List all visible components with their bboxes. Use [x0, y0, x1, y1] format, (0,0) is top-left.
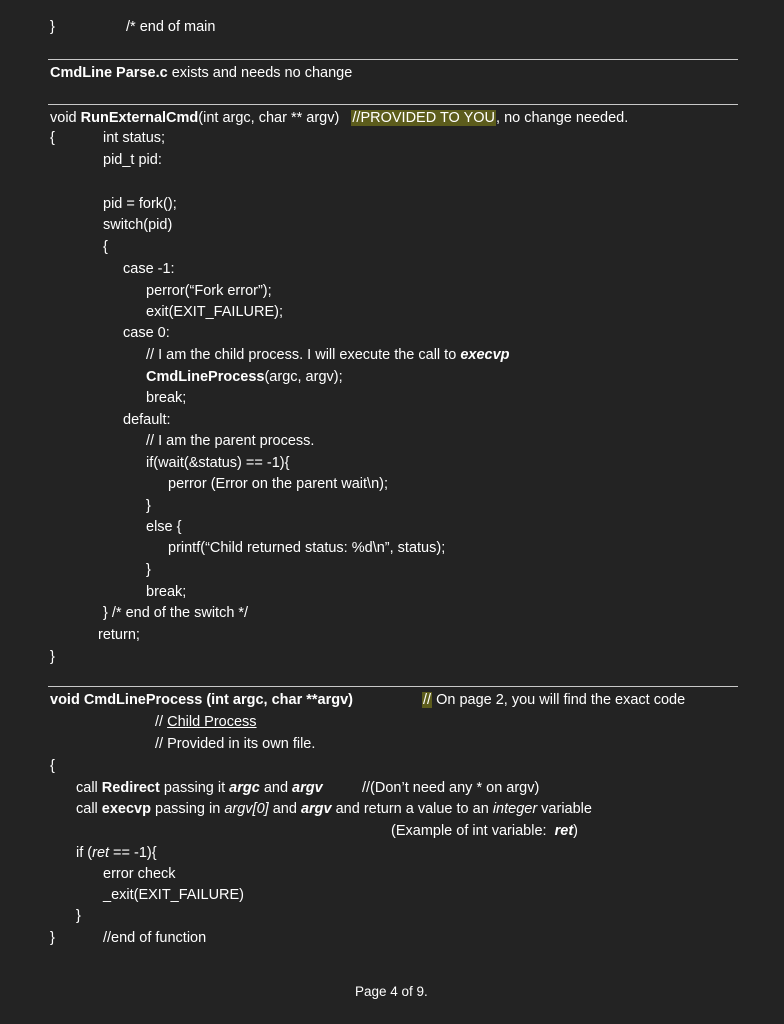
integer-italic: integer	[492, 801, 538, 817]
argv0-italic: argv[0]	[224, 801, 269, 817]
example-suffix: )	[573, 823, 578, 839]
decl-status: int status;	[103, 130, 166, 146]
child-comment	[146, 345, 510, 365]
if-ret-line	[76, 843, 157, 863]
return-statement: return;	[98, 627, 140, 643]
case-neg1: case -1:	[123, 261, 175, 277]
if-wait: if(wait(&status) == -1){	[146, 455, 290, 471]
divider	[48, 104, 738, 105]
page2-note-slashes: //	[423, 692, 432, 708]
cmdline-process-sig-text: void CmdLineProcess (int argc, char **argv)	[50, 692, 353, 708]
end-of-function-comment: //end of function	[103, 930, 207, 946]
redirect-mid: passing it	[159, 780, 230, 796]
and-word: and	[259, 780, 293, 796]
cmdline-process-signature	[50, 690, 353, 710]
cmdline-process-call	[146, 367, 343, 387]
child-process-comment	[155, 712, 257, 732]
provided-note-highlight: //PROVIDED TO YOU	[352, 110, 496, 126]
call-execvp-line	[76, 799, 592, 819]
end-switch-comment: } /* end of the switch */	[103, 605, 249, 621]
example-ret: ret	[554, 823, 574, 839]
break-statement: break;	[146, 390, 187, 406]
decl-pid: pid_t pid:	[103, 152, 162, 168]
perror-parent: perror (Error on the parent wait\n);	[168, 476, 389, 492]
call-word: call	[76, 780, 102, 796]
page-number: Page 4 of 9.	[355, 984, 428, 999]
call-word: call	[76, 801, 102, 817]
exit-failure: exit(EXIT_FAILURE);	[146, 304, 283, 320]
redirect-note: //(Don’t need any * on argv)	[362, 780, 540, 796]
switch-line: switch(pid)	[103, 217, 173, 233]
cmdline-parse-rest: exists and needs no change	[167, 65, 353, 81]
close-else: }	[146, 562, 151, 578]
else-open: else {	[146, 519, 182, 535]
printf-child: printf(“Child returned status: %d\n”, status);	[168, 540, 446, 556]
cmdline-parse-filename: CmdLine Parse.c	[50, 65, 168, 81]
if-ret-italic: ret	[92, 845, 110, 861]
if-prefix: if (	[76, 845, 93, 861]
switch-open: {	[103, 239, 108, 255]
example-note	[391, 821, 578, 841]
error-check: error check	[103, 866, 176, 882]
provided-rest: , no change needed.	[496, 110, 629, 126]
close-if: }	[146, 498, 151, 514]
argv-italic: argv	[292, 780, 323, 796]
close-brace-func: }	[50, 649, 55, 665]
run-external-signature	[50, 108, 628, 128]
divider	[48, 59, 738, 60]
func-name-run-external: RunExternalCmd	[80, 110, 199, 126]
open-brace: {	[50, 130, 55, 146]
cmdline-process-args: (argc, argv);	[264, 369, 343, 385]
child-comment-execvp: execvp	[460, 347, 510, 363]
execvp-mid: passing in	[150, 801, 225, 817]
break-statement: break;	[146, 584, 187, 600]
cmdline-parse-note	[50, 63, 352, 83]
exit-call: _exit(EXIT_FAILURE)	[103, 887, 245, 903]
parent-comment: // I am the parent process.	[146, 433, 315, 449]
comment-slashes: //	[155, 714, 168, 730]
if-suffix: == -1){	[109, 845, 157, 861]
close-if: }	[76, 908, 81, 924]
argc-italic: argc	[229, 780, 260, 796]
execvp-tail: and return a value to an	[331, 801, 493, 817]
close-brace-main: }	[50, 19, 55, 35]
divider	[48, 686, 738, 687]
perror-fork: perror(“Fork error”);	[146, 283, 272, 299]
redirect-name: Redirect	[101, 780, 160, 796]
end-of-main-comment: /* end of main	[126, 19, 216, 35]
cmdline-process-name: CmdLineProcess	[146, 369, 265, 385]
variable-word: variable	[537, 801, 592, 817]
example-prefix: (Example of int variable:	[391, 823, 555, 839]
provided-comment: // Provided in its own file.	[155, 736, 316, 752]
fork-call: pid = fork();	[103, 196, 177, 212]
execvp-name: execvp	[101, 801, 151, 817]
close-brace-func: }	[50, 930, 55, 946]
child-comment-text: // I am the child process. I will execute the call to	[146, 347, 461, 363]
and-word: and	[268, 801, 301, 817]
case-0: case 0:	[123, 325, 170, 341]
default-label: default:	[123, 412, 171, 428]
call-redirect-line	[76, 778, 323, 798]
open-brace: {	[50, 758, 55, 774]
argv-italic: argv	[300, 801, 332, 817]
child-process-link: Child Process	[167, 714, 257, 730]
sig-prefix: void	[50, 110, 81, 126]
page2-note	[422, 690, 685, 710]
sig-params: (int argc, char ** argv)	[198, 110, 340, 126]
page2-note-text: On page 2, you will find the exact code	[432, 692, 686, 708]
